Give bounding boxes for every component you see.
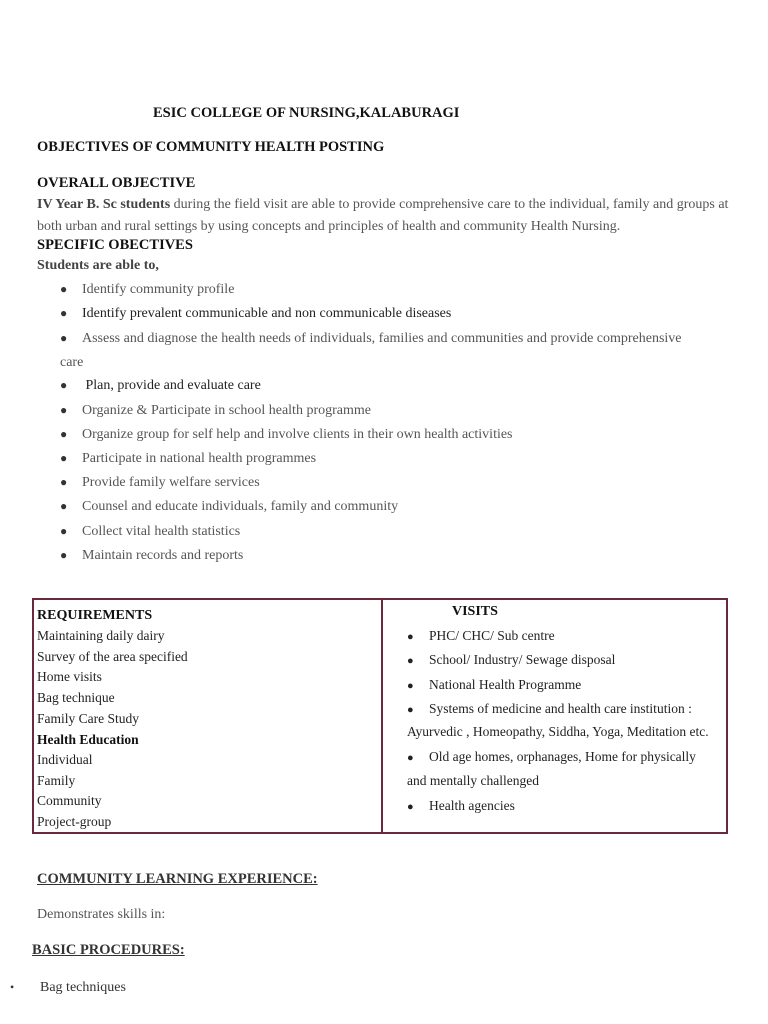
bullet-icon: ● (407, 631, 414, 643)
list-item: ● Identify community profile (60, 282, 235, 297)
bullet-icon: ● (407, 704, 414, 716)
requirement-item: Family (37, 773, 76, 788)
list-item: ● Organize & Participate in school health programme (60, 403, 371, 418)
bullet-icon: ● (60, 403, 68, 417)
bullet-icon: ● (60, 378, 68, 392)
bullet-icon: ● (60, 524, 68, 538)
visit-item-continuation: and mentally challenged (407, 773, 539, 788)
overall-objective-lead: IV Year B. Sc students (37, 197, 171, 212)
requirement-item: Maintaining daily dairy (37, 628, 165, 643)
bullet-icon: ● (60, 451, 68, 465)
bullet-icon: • (10, 980, 15, 994)
bullet-icon: ● (407, 752, 414, 764)
specific-objectives-heading: SPECIFIC OBECTIVES (37, 237, 193, 253)
list-item: ● Participate in national health programmes (60, 451, 317, 466)
list-item: ● Assess and diagnose the health needs of individuals, families and communities and provide comprehensive (60, 331, 682, 346)
basic-procedures-heading: BASIC PROCEDURES: (32, 942, 185, 958)
bullet-icon: ● (60, 548, 68, 562)
bullet-icon: ● (407, 680, 414, 692)
overall-objective-body: during the field visit are able to provide comprehensive care to the individual, family and groups at both urban and rural settings by using concepts and principles of health and community Health Nursing. (37, 197, 729, 234)
list-item: ● Provide family welfare services (60, 475, 260, 490)
list-item: ● Maintain records and reports (60, 548, 244, 563)
bullet-icon: ● (407, 801, 414, 813)
requirements-visits-table (32, 598, 728, 834)
requirement-item: Home visits (37, 669, 102, 684)
list-item: • Bag techniques (10, 980, 126, 995)
requirements-title: REQUIREMENTS (37, 608, 153, 623)
visits-title: VISITS (452, 604, 498, 619)
list-item: ● Counsel and educate individuals, family and community (60, 499, 399, 514)
visit-item: ● Systems of medicine and health care institution : (407, 701, 692, 716)
visit-item: ● Health agencies (407, 798, 515, 813)
visit-item: ● Old age homes, orphanages, Home for physically (407, 749, 696, 764)
overall-objective-text (37, 194, 737, 238)
requirement-item: Family Care Study (37, 711, 139, 726)
visit-item: ● National Health Programme (407, 677, 582, 692)
bullet-icon: ● (60, 282, 68, 296)
list-item: ● Identify prevalent communicable and non communicable diseases (60, 306, 452, 321)
bullet-icon: ● (407, 655, 414, 667)
visit-item: ● PHC/ CHC/ Sub centre (407, 628, 555, 643)
table-divider (381, 600, 383, 832)
bullet-icon: ● (60, 427, 68, 441)
learning-experience-heading: COMMUNITY LEARNING EXPERIENCE: (37, 871, 318, 887)
requirement-item: Project-group (37, 814, 112, 829)
requirement-item: Individual (37, 752, 93, 767)
list-item: ● Plan, provide and evaluate care (60, 378, 261, 393)
bullet-icon: ● (60, 331, 68, 345)
college-name: ESIC COLLEGE OF NURSING,KALABURAGI (153, 105, 460, 121)
requirement-item: Health Education (37, 732, 139, 747)
list-item: ● Collect vital health statistics (60, 524, 241, 539)
bullet-icon: ● (60, 475, 68, 489)
visit-item-continuation: Ayurvedic , Homeopathy, Siddha, Yoga, Meditation etc. (407, 724, 709, 739)
bullet-icon: ● (60, 499, 68, 513)
list-item: ● Organize group for self help and involve clients in their own health activities (60, 427, 513, 442)
bullet-icon: ● (60, 306, 68, 320)
learning-experience-text: Demonstrates skills in: (37, 907, 166, 922)
overall-objective-heading: OVERALL OBJECTIVE (37, 175, 196, 191)
requirement-item: Bag technique (37, 690, 115, 705)
list-item-continuation: care (60, 355, 84, 370)
students-label: Students are able to, (37, 258, 159, 273)
visit-item: ● School/ Industry/ Sewage disposal (407, 652, 616, 667)
requirement-item: Community (37, 793, 102, 808)
requirement-item: Survey of the area specified (37, 649, 188, 664)
page-title: OBJECTIVES OF COMMUNITY HEALTH POSTING (37, 139, 385, 155)
